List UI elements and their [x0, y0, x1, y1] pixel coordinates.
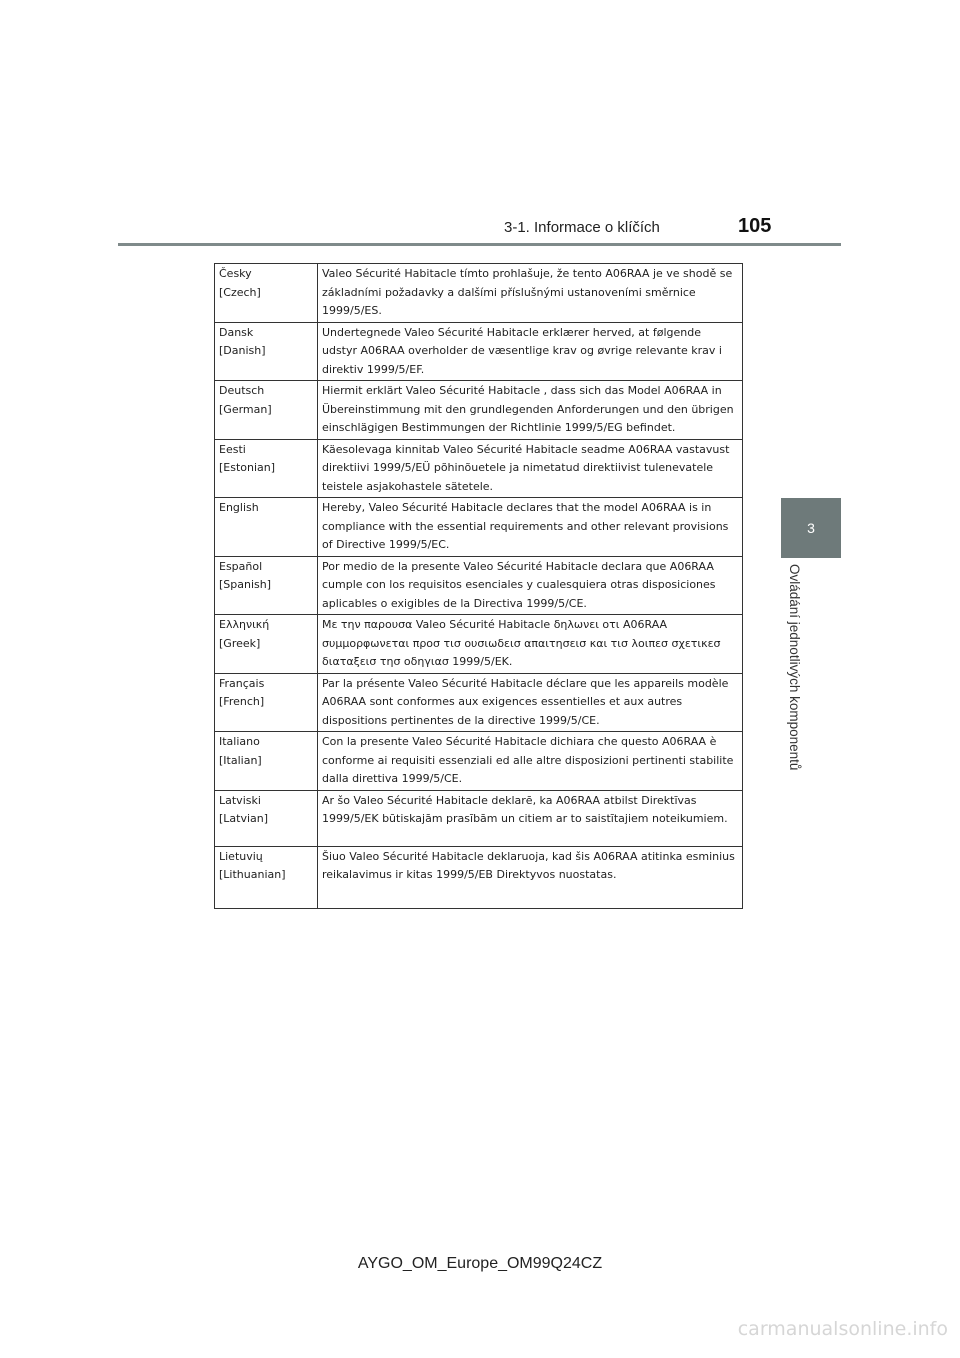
table-row [215, 846, 743, 908]
table-row [215, 498, 743, 557]
declaration-text: Undertegnede Valeo Sécurité Habitacle erklærer herved, at følgende udstyr A06RAA overholder de væsentlige krav og øvrige relevante krav i direktiv 1999/5/EF. [318, 322, 743, 381]
language-name: Deutsch [219, 384, 265, 397]
table-row [215, 790, 743, 846]
language-cell [215, 846, 318, 908]
chapter-tab [781, 498, 841, 558]
language-english: [Estonian] [219, 461, 276, 474]
chapter-title: Ovládání jednotlivých komponentů [787, 564, 802, 771]
language-name: Ελληνική [219, 618, 270, 631]
declaration-table [214, 263, 743, 909]
language-english: [Czech] [219, 285, 261, 299]
table-row [215, 732, 743, 791]
table-row [215, 615, 743, 674]
declaration-text: Par la présente Valeo Sécurité Habitacle déclare que les appareils modèle A06RAA sont conformes aux exigences essentielles et aux autres dispositions pertinentes de la directive 1999/5/CE. [318, 673, 743, 732]
language-cell [215, 556, 318, 615]
language-cell [215, 498, 318, 557]
language-name: Dansk [219, 325, 254, 339]
declaration-text: Με την παρουσα Valeo Sécurité Habitacle δηλωνει οτι A06RAA συμμορφωνεται προσ τισ ουσιωδεισ απαιτησεισ και τισ λοιπεσ σχετικεσ διαταξεισ τησ οδηγιασ 1999/5/ΕΚ. [318, 615, 743, 674]
language-cell [215, 264, 318, 323]
language-english: [Lithuanian] [219, 868, 286, 881]
language-english: [Greek] [219, 636, 261, 650]
language-cell [215, 790, 318, 846]
page-number: 105 [738, 215, 772, 237]
language-name: English [219, 501, 259, 514]
language-cell [215, 322, 318, 381]
language-cell [215, 615, 318, 674]
watermark: carmanualsonline.info [737, 1318, 948, 1340]
declaration-text: Šiuo Valeo Sécurité Habitacle deklaruoja, kad šis A06RAA atitinka esminius reikalavimus ir kitas 1999/5/EB Direktyvos nuostatas. [318, 846, 743, 908]
table-row [215, 381, 743, 440]
table-row [215, 673, 743, 732]
document-id: AYGO_OM_Europe_OM99Q24CZ [357, 1255, 603, 1272]
language-name: Italiano [219, 735, 260, 748]
table-row [215, 556, 743, 615]
language-name: Eesti [219, 442, 246, 456]
table-row [215, 322, 743, 381]
header-divider [118, 243, 841, 246]
declaration-text: Käesolevaga kinnitab Valeo Sécurité Habitacle seadme A06RAA vastavust direktiivi 1999/5/EÜ põhinõuetele ja nimetatud direktiivist tulenevatele teistele asjakohastele sätetele. [318, 439, 743, 498]
language-name: Español [219, 559, 263, 573]
language-english: [Italian] [219, 753, 262, 767]
declaration-text: Por medio de la presente Valeo Sécurité Habitacle declara que A06RAA cumple con los requisitos esenciales y cualesquiera otras disposiciones aplicables o exigibles de la Directiva 1999/5/CE. [318, 556, 743, 615]
section-title: 3-1. Informace o klíčích [504, 219, 660, 236]
table-row [215, 439, 743, 498]
chapter-number: 3 [807, 520, 815, 536]
language-cell [215, 439, 318, 498]
language-english: [Latvian] [219, 812, 269, 825]
language-name: Lietuvių [219, 849, 263, 863]
language-english: [Spanish] [219, 578, 272, 591]
language-cell [215, 732, 318, 791]
table-row [215, 264, 743, 323]
declaration-text: Hereby, Valeo Sécurité Habitacle declares that the model A06RAA is in compliance with the essential requirements and other relevant provisions of Directive 1999/5/EC. [318, 498, 743, 557]
language-name: Français [219, 676, 265, 690]
declaration-text: Con la presente Valeo Sécurité Habitacle dichiara che questo A06RAA è conforme ai requisiti essenziali ed alle altre disposizioni pertinenti stabilite dalla direttiva 1999/5/CE. [318, 732, 743, 791]
language-cell [215, 673, 318, 732]
language-english: [French] [219, 695, 265, 708]
declaration-text: Ar šo Valeo Sécurité Habitacle deklarē, ka A06RAA atbilst Direktīvas 1999/5/EK būtiskajām prasībām un citiem ar to saistītajiem noteikumiem. [318, 790, 743, 846]
language-cell [215, 381, 318, 440]
declaration-text: Valeo Sécurité Habitacle tímto prohlašuje, že tento A06RAA je ve shodě se základními požadavky a dalšími příslušnými ustanoveními směrnice 1999/5/ES. [318, 264, 743, 323]
language-english: [Danish] [219, 344, 266, 357]
declaration-text: Hiermit erklärt Valeo Sécurité Habitacle , dass sich das Model A06RAA in Übereinstimmung mit den grundlegenden Anforderungen und den übrigen einschlägigen Bestimmungen der Richtlinie 1999/5/EG befindet. [318, 381, 743, 440]
language-name: Česky [219, 267, 252, 280]
language-english: [German] [219, 402, 272, 416]
language-name: Latviski [219, 793, 261, 807]
chapter-side-label [781, 564, 841, 814]
